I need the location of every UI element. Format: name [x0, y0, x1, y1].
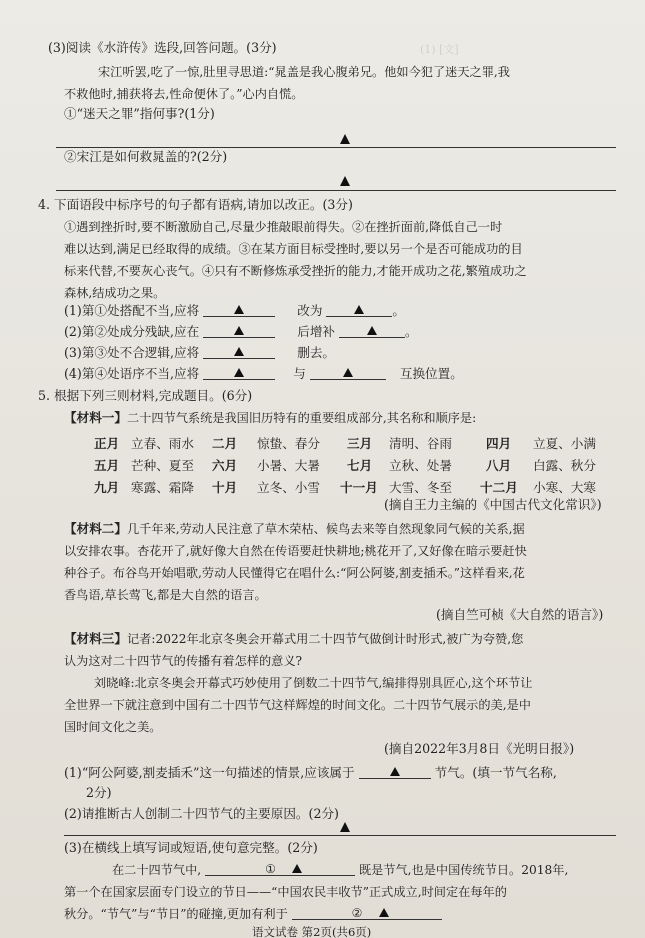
q3-3-sub2: ②宋江是如何救晁盖的?(2分) — [64, 149, 228, 164]
term-cell: 惊蛰、春分 — [257, 436, 320, 451]
answer-blank[interactable] — [203, 346, 275, 359]
month-cell: 五月 — [94, 458, 120, 473]
q5-sub3-text3: 秋分。“节气”与“节日”的碰撞,更加有利于 — [64, 907, 288, 921]
q4-item4 — [64, 366, 463, 382]
q5-title: 5. 根据下列三则材料,完成题目。(6分) — [38, 388, 253, 403]
q4-para-line4: 森林,结成功之果。 — [64, 286, 166, 300]
q5-material2-line1 — [64, 521, 525, 537]
q4-item3 — [64, 345, 335, 361]
q3-3-sub1: ①“迷天之罪”指何事?(1分) — [64, 106, 215, 121]
answer-triangle-icon — [292, 864, 302, 873]
blank-marker: ① — [265, 862, 276, 876]
q5-sub3-text: 在二十四节气中, — [112, 863, 202, 877]
term-cell: 清明、谷雨 — [389, 436, 452, 451]
q5-sub2: (2)请推断古人创制二十四节气的主要原因。(2分) — [64, 806, 339, 821]
answer-blank[interactable] — [203, 367, 275, 380]
month-cell: 七月 — [347, 458, 373, 473]
term-cell: 寒露、霜降 — [131, 480, 194, 495]
answer-triangle-icon — [234, 347, 244, 356]
q5-sub3-line3 — [64, 906, 442, 922]
q4-item3-label: (3)第③处不合逻辑,应将 — [64, 345, 200, 360]
term-cell: 小寒、大寒 — [533, 480, 596, 495]
material3-text: 记者:2022年北京冬奥会开幕式用二十四节气做倒计时形式,被广为夸赞,您 — [126, 632, 524, 646]
answer-triangle-icon — [354, 305, 364, 314]
q4-item1-mid: 改为 — [297, 303, 323, 318]
month-cell: 九月 — [94, 480, 120, 495]
month-cell: 十月 — [212, 480, 238, 495]
answer-triangle-icon — [234, 326, 244, 335]
q5-sub1-score: 2分) — [86, 785, 112, 800]
material2-text: 几千年来,劳动人民注意了草木荣枯、候鸟去来等自然现象同气候的关系,据 — [126, 522, 525, 536]
q4-para-line1: ①遇到挫折时,要不断激励自己,尽量少推敲眼前得失。②在挫折面前,降低自己一时 — [64, 220, 503, 234]
answer-line[interactable] — [64, 835, 616, 836]
term-cell: 立秋、处暑 — [389, 458, 452, 473]
q5-sub3: (3)在横线上填写词或短语,使句意完整。(2分) — [64, 840, 318, 855]
q5-material3-line3: 刘晓峰:北京冬奥会开幕式巧妙使用了倒数二十四节气,编排得别具匠心,这个环节让 — [94, 676, 533, 690]
q4-title: 4. 下面语段中标序号的句子都有语病,请加以改正。(3分) — [38, 197, 353, 212]
answer-triangle-icon — [340, 134, 350, 144]
q3-3-passage-line2: 不救他时,捕获将去,性命便休了。”心内自慌。 — [64, 87, 304, 101]
q3-3-title: (3)阅读《水浒传》选段,回答问题。(3分) — [48, 40, 277, 55]
q5-material3-line4: 全世界一下就注意到中国有二十四节气这样辉煌的时间文化。二十四节气展示的美,是中 — [64, 698, 531, 712]
material2-label: 【材料二】 — [64, 521, 127, 536]
q4-item1-dot: 。 — [392, 303, 406, 318]
term-cell: 大雪、冬至 — [389, 480, 452, 495]
q5-material2-line4: 香鸟语,草长莺飞,都是大自然的语言。 — [64, 588, 267, 602]
page-footer: 语文试卷 第2页(共6页) — [252, 925, 372, 938]
answer-blank-1[interactable] — [205, 863, 355, 876]
answer-line[interactable] — [56, 147, 616, 148]
q4-item4-label: (4)第④处语序不当,应将 — [64, 366, 200, 381]
answer-blank[interactable] — [203, 325, 275, 338]
answer-triangle-icon — [343, 368, 353, 377]
month-cell: 三月 — [347, 436, 373, 451]
answer-blank[interactable] — [203, 304, 275, 317]
q5-sub1-text: (1)“阿公阿婆,割麦插禾”这一句描述的情景,应该属于 — [64, 765, 355, 780]
answer-triangle-icon — [234, 305, 244, 314]
material2-source: (摘自竺可桢《大自然的语言》) — [436, 607, 604, 622]
term-cell: 立冬、小雪 — [257, 480, 320, 495]
material1-source: (摘自王力主编的《中国古代文化常识》) — [384, 497, 602, 512]
q5-material3-line5: 国时间文化之美。 — [64, 720, 162, 734]
q4-para-line2: 难以达到,满足已经取得的成绩。③在某方面目标受挫时,要以另一个是否可能成功的目 — [64, 242, 523, 256]
answer-triangle-icon — [379, 908, 389, 917]
bleed-through-text: (1) [文] — [420, 43, 459, 56]
q4-item2 — [64, 324, 418, 340]
material1-label: 【材料一】 — [64, 410, 127, 425]
answer-triangle-icon — [234, 368, 244, 377]
term-cell: 立夏、小满 — [533, 436, 596, 451]
month-cell: 六月 — [212, 458, 238, 473]
q5-material3-line2: 认为这对二十四节气的传播有着怎样的意义? — [64, 654, 303, 668]
q5-material3-line1 — [64, 631, 523, 647]
q4-item3-end: 删去。 — [297, 345, 335, 360]
answer-blank[interactable] — [359, 766, 431, 779]
material3-source: (摘自2022年3月8日《光明日报》) — [384, 741, 575, 756]
q4-item2-dot: 。 — [405, 324, 418, 339]
q5-sub3-line2: 第一个在国家层面专门设立的节日——“中国农民丰收节”正式成立,时间定在每年的 — [64, 885, 507, 899]
q4-item4-end: 互换位置。 — [399, 366, 463, 381]
q5-material1 — [64, 410, 476, 426]
q4-item1-label: (1)第①处搭配不当,应将 — [64, 303, 200, 318]
q5-sub1-tail: 节气。(填一节气名称, — [434, 765, 557, 780]
month-cell: 十一月 — [340, 480, 378, 495]
q4-para-line3: 标来代替,不要灰心丧气。④只有不断修炼承受挫折的能力,才能开成功之花,繁殖成功之 — [64, 264, 527, 278]
month-cell: 十二月 — [480, 480, 518, 495]
q4-item4-mid: 与 — [293, 366, 306, 381]
answer-triangle-icon — [390, 767, 400, 776]
answer-blank-2[interactable] — [292, 907, 442, 920]
term-cell: 白露、秋分 — [533, 458, 596, 473]
material3-label: 【材料三】 — [64, 631, 127, 646]
q5-material2-line3: 种谷子。布谷鸟开始唱歌,劳动人民懂得它在唱什么:“阿公阿婆,割麦插禾。”这样看来,花 — [64, 566, 525, 580]
term-cell: 小暑、大暑 — [257, 458, 320, 473]
answer-triangle-icon — [340, 822, 350, 832]
q4-item2-mid: 后增补 — [297, 324, 335, 339]
q5-sub3-line1 — [112, 862, 568, 878]
q5-sub3-text2: 既是节气,也是中国传统节日。2018年, — [358, 863, 569, 877]
q5-sub1 — [64, 765, 557, 781]
answer-blank[interactable] — [326, 304, 392, 317]
answer-triangle-icon — [340, 176, 350, 186]
term-cell: 立春、雨水 — [131, 436, 194, 451]
blank-marker: ② — [351, 906, 363, 920]
answer-triangle-icon — [367, 326, 377, 335]
q4-item1 — [64, 303, 405, 319]
q4-item2-label: (2)第②处成分残缺,应在 — [64, 324, 200, 339]
month-cell: 八月 — [486, 458, 512, 473]
month-cell: 四月 — [486, 436, 512, 451]
month-cell: 正月 — [94, 436, 120, 451]
term-cell: 芒种、夏至 — [131, 458, 194, 473]
q5-material2-line2: 以安排农事。杏花开了,就好像大自然在传语要赶快耕地;桃花开了,又好像在暗示要赶快 — [64, 544, 527, 558]
answer-blank[interactable] — [310, 367, 386, 380]
answer-line[interactable] — [56, 190, 616, 191]
material1-text: 二十四节气系统是我国旧历特有的重要组成部分,其名称和顺序是: — [126, 411, 477, 425]
month-cell: 二月 — [212, 436, 238, 451]
answer-blank[interactable] — [339, 325, 405, 338]
q3-3-passage-line1: 宋江听罢,吃了一惊,肚里寻思道:“晁盖是我心腹弟兄。他如今犯了迷天之罪,我 — [98, 65, 510, 79]
